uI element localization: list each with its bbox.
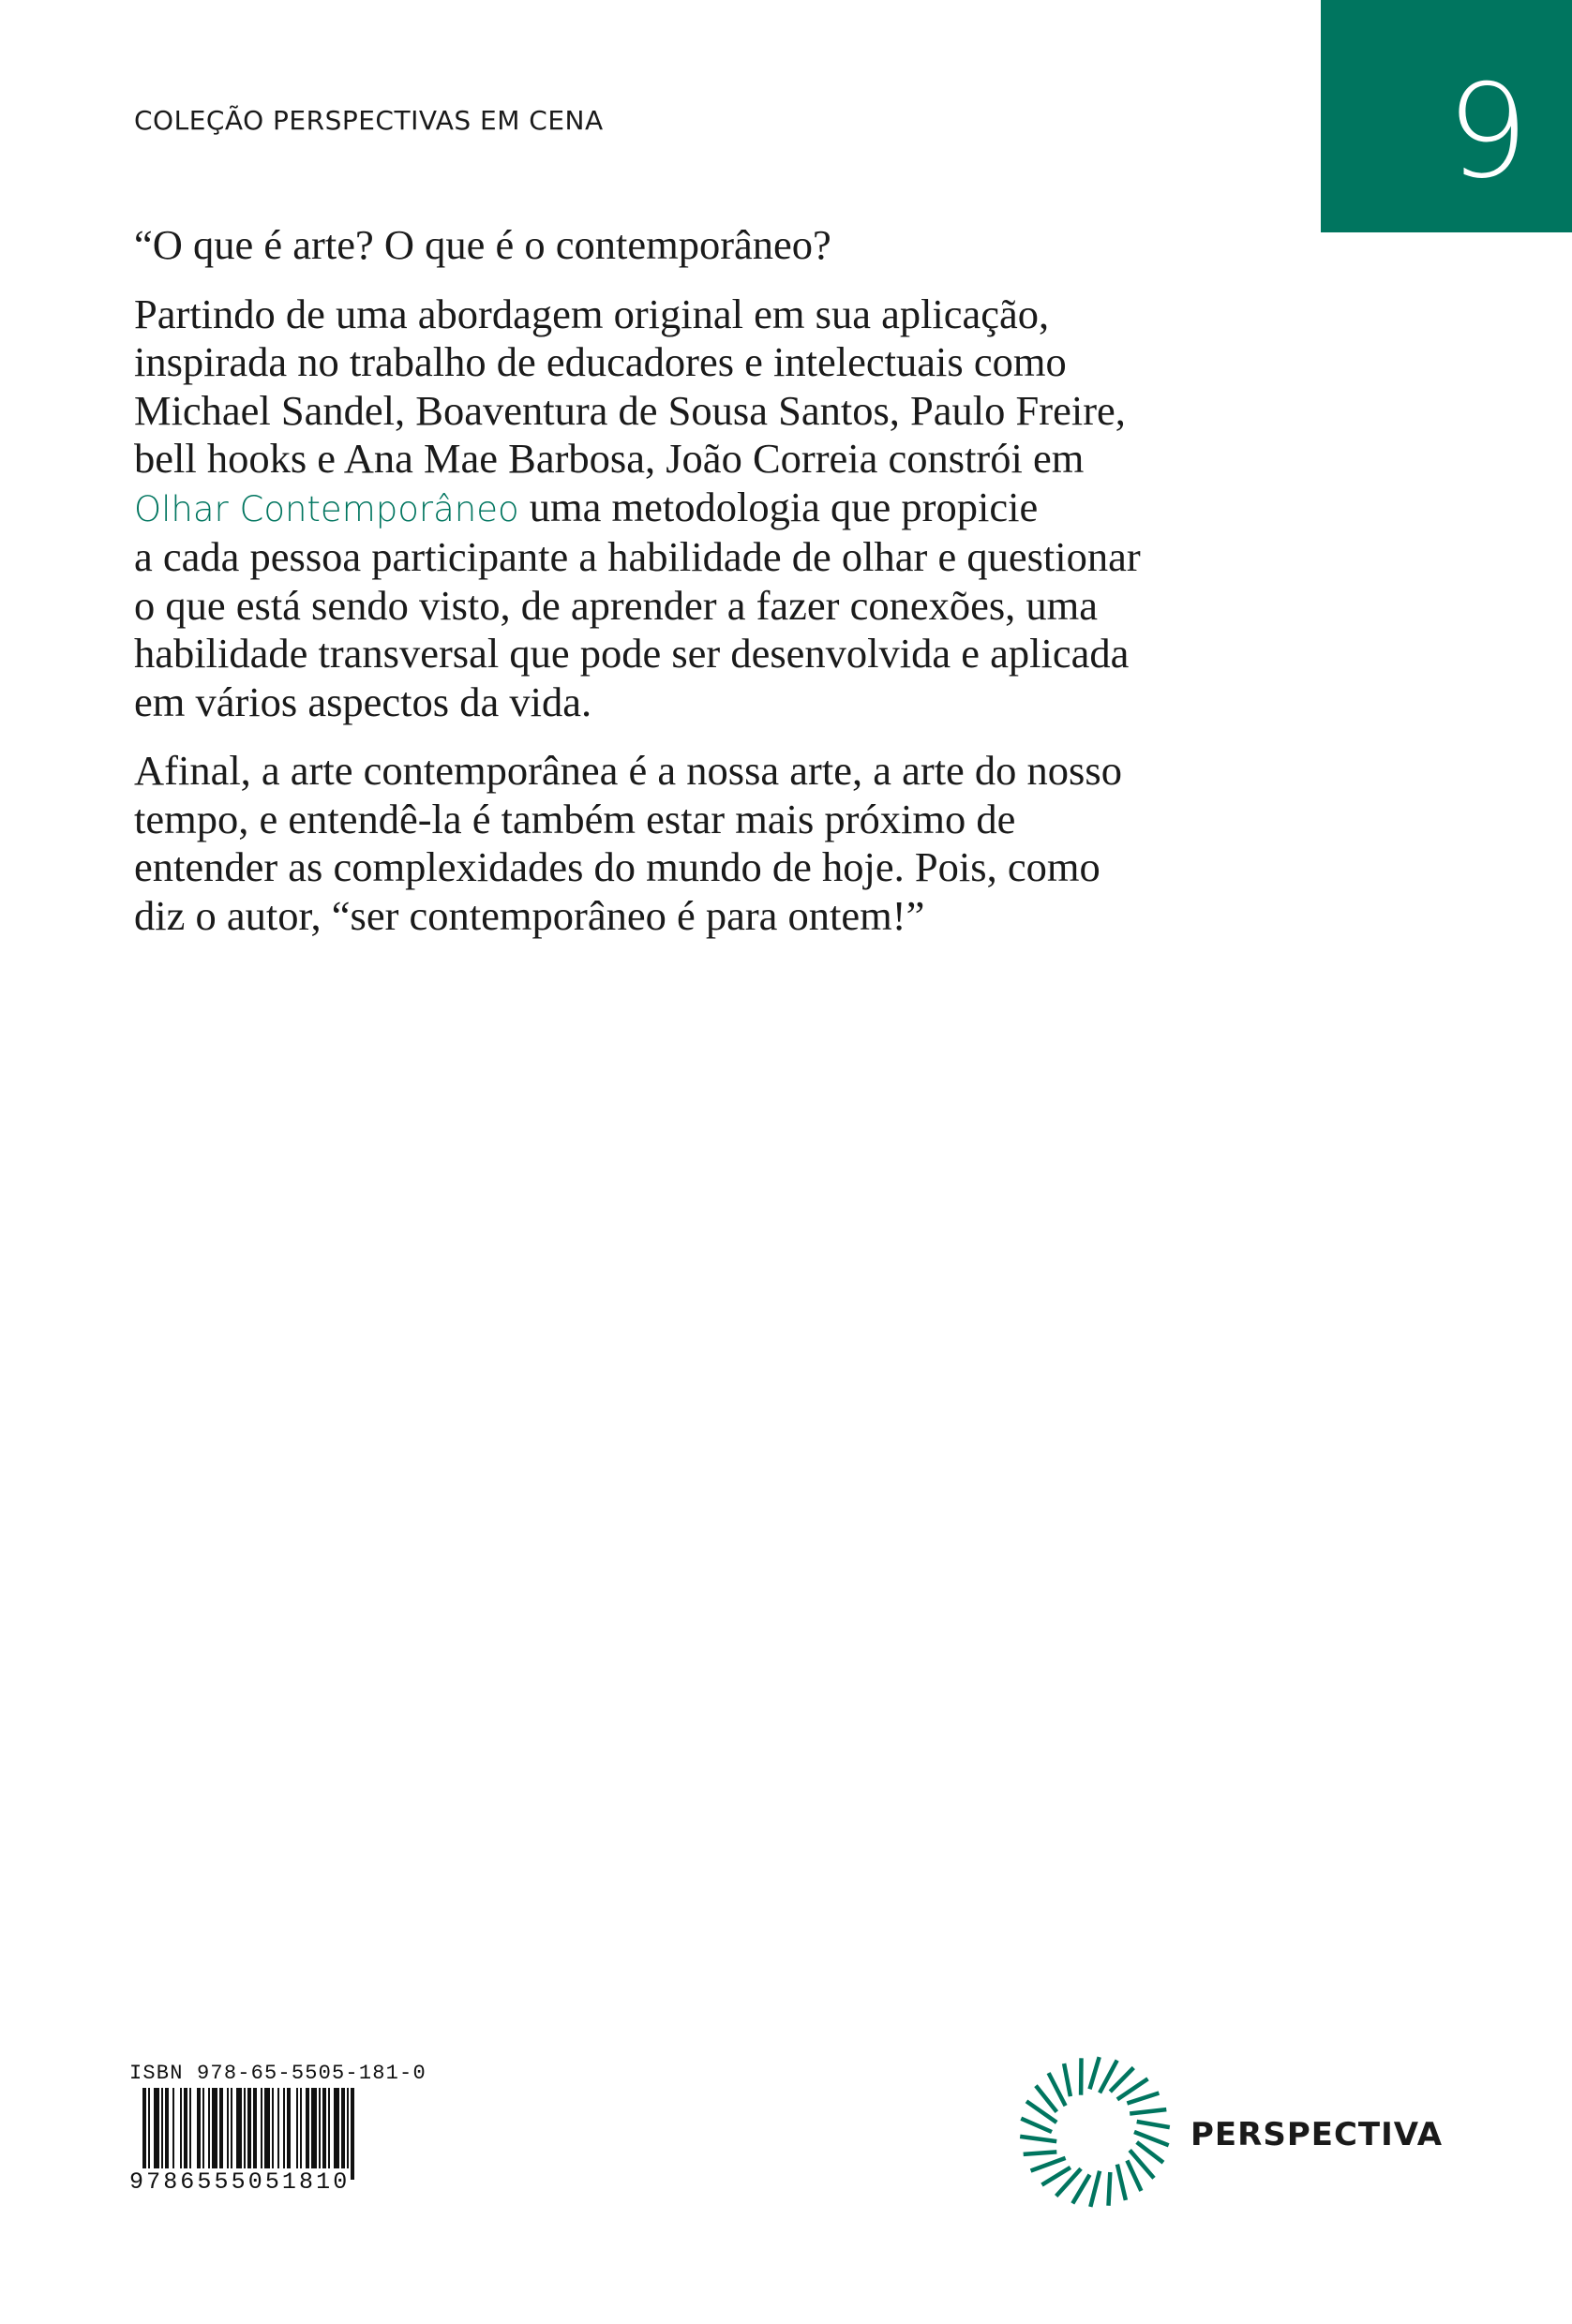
isbn-label: ISBN 978-65-5505-181-0 — [129, 2062, 427, 2085]
paragraph-question — [134, 221, 1334, 270]
text-line: tempo, e entendê-la é também estar mais próximo de — [134, 795, 1016, 842]
text-line: entender as complexidades do mundo de hoje. Pois, como — [134, 843, 1100, 890]
text-line: diz o autor, “ser contemporâneo é para ontem!” — [134, 891, 925, 939]
text-line: “O que é arte? O que é o contemporâneo? — [134, 221, 831, 268]
series-label: COLEÇÃO PERSPECTIVAS EM CENA — [134, 105, 604, 136]
barcode — [129, 2062, 427, 2196]
volume-badge — [1321, 0, 1572, 232]
volume-number: 9 — [1446, 56, 1529, 207]
paragraph-description — [134, 290, 1334, 727]
text-line: inspirada no trabalho de educadores e intelectuais como — [134, 338, 1067, 385]
text-line — [134, 484, 1334, 534]
paragraph-conclusion — [134, 747, 1334, 940]
text-line: Michael Sandel, Boaventura de Sousa Santos, Paulo Freire, — [134, 386, 1126, 434]
back-cover-text — [134, 221, 1334, 961]
text-line: bell hooks e Ana Mae Barbosa, João Correia constrói em — [134, 435, 1085, 482]
text-line: Partindo de uma abordagem original em sua aplicação, — [134, 290, 1050, 337]
book-title: Olhar Contemporâneo — [134, 488, 519, 529]
publisher-logo-icon — [1015, 2052, 1175, 2212]
text-line: Afinal, a arte contemporânea é a nossa arte, a arte do nosso — [134, 747, 1122, 794]
barcode-digits: 9786555051810 — [129, 2168, 351, 2196]
text-line: habilidade transversal que pode ser desenvolvida e aplicada — [134, 630, 1130, 677]
text-line-rest: uma metodologia que propicie — [518, 483, 1039, 530]
publisher-name: PERSPECTIVA — [1190, 2116, 1444, 2153]
barcode-bars — [129, 2088, 414, 2182]
text-line: o que está sendo visto, de aprender a fazer conexões, uma — [134, 581, 1099, 629]
text-line: em vários aspectos da vida. — [134, 678, 592, 725]
text-line: a cada pessoa participante a habilidade de olhar e questionar — [134, 533, 1141, 580]
